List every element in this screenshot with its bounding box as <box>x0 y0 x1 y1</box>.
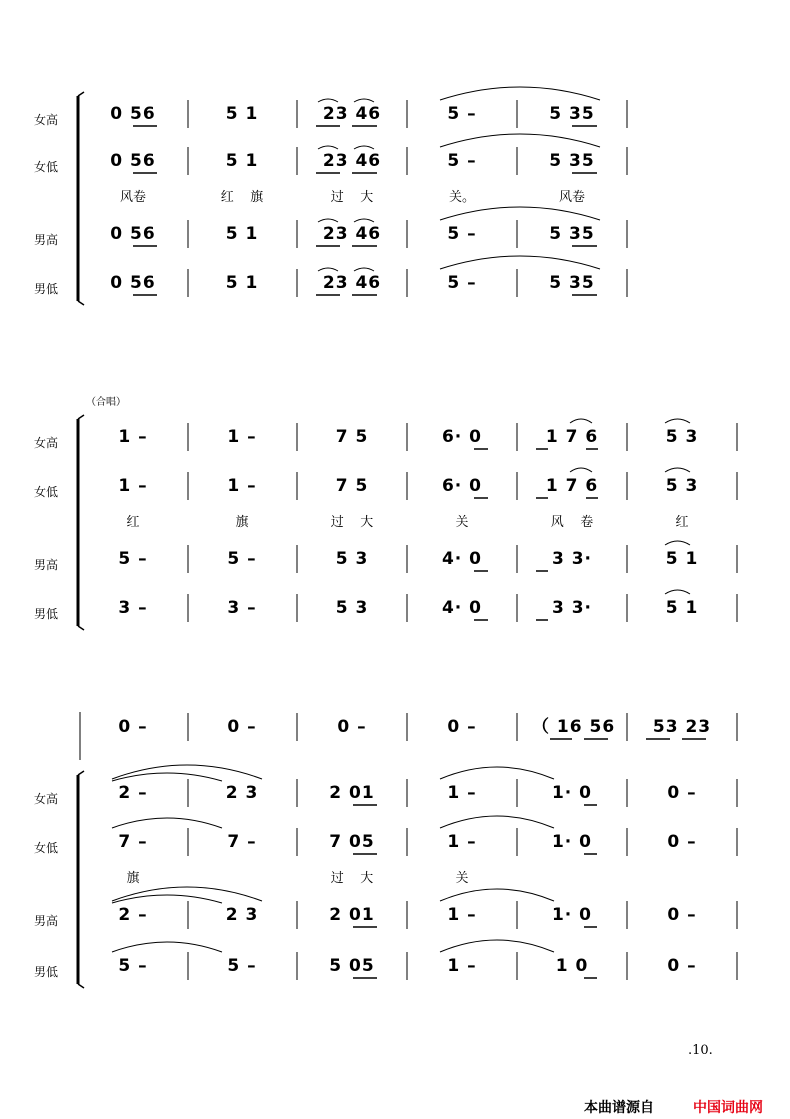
slur-mark <box>570 419 592 423</box>
measure-notes: 5 – <box>447 151 477 171</box>
page-number: .10. <box>688 1043 713 1058</box>
measure-notes: 0 – <box>337 717 367 737</box>
measure-notes: 3 – <box>227 598 257 618</box>
measure-notes: 0 56 <box>110 273 156 293</box>
lyric-syllables: 关。 <box>448 190 475 205</box>
measure-notes: 0 – <box>118 717 148 737</box>
lyric-syllables: 红 <box>675 515 689 530</box>
slur-mark <box>318 268 338 271</box>
measure-notes: 2 01 <box>329 783 375 803</box>
measure-notes: 3 – <box>118 598 148 618</box>
part-label: 男低 <box>34 607 59 621</box>
tie-arc <box>112 773 222 781</box>
slur-mark <box>570 468 592 472</box>
slur-mark <box>354 146 374 149</box>
tie-arc <box>112 942 222 952</box>
measure-notes: 3 3· <box>551 549 593 569</box>
lyric-syllables: 红 旗 <box>220 190 264 205</box>
measure-notes: 1 7 6 <box>545 427 599 447</box>
measure-notes: 5 – <box>118 956 148 976</box>
measure-notes: 2 3 <box>225 905 259 925</box>
measure-notes: 6· 0 <box>441 476 483 496</box>
measure-notes: 5 – <box>447 224 477 244</box>
measure-notes: 7 – <box>227 832 257 852</box>
measure-notes: 1 0 <box>555 956 589 976</box>
measure-notes: 5 – <box>447 104 477 124</box>
measure-notes: 1 – <box>227 427 257 447</box>
slur-mark <box>665 590 690 594</box>
slur-mark <box>318 99 338 102</box>
measure-notes: 2 – <box>118 783 148 803</box>
slur-mark <box>665 468 690 472</box>
measure-notes: 5 3 <box>665 427 699 447</box>
measure-notes: 0 – <box>447 717 477 737</box>
measure-notes: 5 1 <box>665 549 699 569</box>
slur-mark <box>665 541 690 545</box>
part-label: 男低 <box>34 282 59 296</box>
measure-notes: 23 46 <box>322 224 382 244</box>
slur-mark <box>354 99 374 102</box>
part-label: 女低 <box>34 841 59 855</box>
measure-notes: 0 56 <box>110 151 156 171</box>
part-label: 女高 <box>34 436 59 450</box>
lyric-syllables: 过 大 <box>330 190 374 205</box>
tie-arc <box>440 889 554 901</box>
measure-notes: 1 – <box>227 476 257 496</box>
measure-notes: 5 35 <box>549 224 595 244</box>
lyric-syllables: 旗 <box>126 871 140 886</box>
measure-notes: 5 3 <box>335 598 369 618</box>
measure-notes: 0 – <box>667 832 697 852</box>
measure-notes: 2 – <box>118 905 148 925</box>
measure-notes: 3 3· <box>551 598 593 618</box>
measure-notes: 0 – <box>227 717 257 737</box>
lyric-syllables: 风卷 <box>119 190 146 205</box>
lyric-syllables: 风卷 <box>558 190 585 205</box>
part-label: 男高 <box>34 558 59 572</box>
measure-notes: 5 1 <box>225 104 259 124</box>
lyric-syllables: 风 卷 <box>550 515 594 530</box>
measure-notes: 1 – <box>447 905 477 925</box>
slur-mark <box>665 419 690 423</box>
measure-notes: 4· 0 <box>441 549 483 569</box>
tie-arc <box>112 818 222 828</box>
measure-notes: 0 56 <box>110 224 156 244</box>
footer-source-text: 本曲谱源自 <box>584 1100 654 1116</box>
measure-notes: （ 16 56 <box>532 717 616 737</box>
measure-notes: 1· 0 <box>551 783 593 803</box>
measure-notes: 1· 0 <box>551 832 593 852</box>
measure-notes: 0 – <box>667 956 697 976</box>
measure-notes: 5 – <box>227 549 257 569</box>
measure-notes: 5 35 <box>549 273 595 293</box>
part-label: 女低 <box>34 485 59 499</box>
tie-arc <box>440 940 554 952</box>
measure-notes: 0 – <box>667 905 697 925</box>
measure-notes: 1 – <box>118 427 148 447</box>
system-bracket-top <box>78 415 84 419</box>
tie-arc <box>112 765 262 779</box>
part-label: 男高 <box>34 233 59 247</box>
part-label: 男低 <box>34 965 59 979</box>
lyric-syllables: 关 <box>455 515 469 530</box>
measure-notes: 23 46 <box>322 151 382 171</box>
tie-arc <box>440 134 600 147</box>
part-label: 女高 <box>34 113 59 127</box>
tie-arc <box>440 207 600 220</box>
measure-notes: 1 – <box>447 783 477 803</box>
measure-notes: 5 05 <box>329 956 375 976</box>
measure-notes: 5 1 <box>225 224 259 244</box>
tie-arc <box>440 87 600 100</box>
section-annotation: （合唱） <box>86 397 126 408</box>
tie-arc <box>112 895 222 903</box>
measure-notes: 5 – <box>118 549 148 569</box>
system-bracket-bottom <box>78 984 84 988</box>
system-bracket-bottom <box>78 626 84 630</box>
measure-notes: 23 46 <box>322 104 382 124</box>
measure-notes: 1· 0 <box>551 905 593 925</box>
lyric-syllables: 关 <box>455 871 469 886</box>
measure-notes: 2 3 <box>225 783 259 803</box>
measure-notes: 5 1 <box>225 151 259 171</box>
tie-arc <box>440 256 600 269</box>
slur-mark <box>318 146 338 149</box>
measure-notes: 7 05 <box>329 832 375 852</box>
lyric-syllables: 过 大 <box>330 515 374 530</box>
measure-notes: 5 – <box>227 956 257 976</box>
measure-notes: 7 – <box>118 832 148 852</box>
measure-notes: 1 7 6 <box>545 476 599 496</box>
tie-arc <box>440 816 554 828</box>
measure-notes: 6· 0 <box>441 427 483 447</box>
measure-notes: 1 – <box>118 476 148 496</box>
measure-notes: 1 – <box>447 832 477 852</box>
measure-notes: 1 – <box>447 956 477 976</box>
measure-notes: 5 1 <box>225 273 259 293</box>
footer-site-link[interactable]: 中国词曲网 <box>693 1100 763 1116</box>
measure-notes: 7 5 <box>335 476 369 496</box>
measure-notes: 5 3 <box>335 549 369 569</box>
measure-notes: 0 56 <box>110 104 156 124</box>
part-label: 男高 <box>34 914 59 928</box>
measure-notes: 2 01 <box>329 905 375 925</box>
measure-notes: 5 1 <box>665 598 699 618</box>
system-bracket-top <box>78 92 84 96</box>
lyric-syllables: 旗 <box>235 515 249 530</box>
lyric-syllables: 红 <box>126 515 140 530</box>
slur-mark <box>354 219 374 222</box>
measure-notes: 7 5 <box>335 427 369 447</box>
measure-notes: 0 – <box>667 783 697 803</box>
tie-arc <box>440 767 554 779</box>
part-label: 女低 <box>34 160 59 174</box>
measure-notes: 5 35 <box>549 151 595 171</box>
measure-notes: 23 46 <box>322 273 382 293</box>
system-bracket-top <box>78 771 84 775</box>
measure-notes: 5 – <box>447 273 477 293</box>
lyric-syllables: 过 大 <box>330 871 374 886</box>
system-bracket-bottom <box>78 301 84 305</box>
slur-mark <box>318 219 338 222</box>
measure-notes: 5 35 <box>549 104 595 124</box>
slur-mark <box>354 268 374 271</box>
measure-notes: 5 3 <box>665 476 699 496</box>
tie-arc <box>112 887 262 901</box>
measure-notes: 53 23 <box>652 717 712 737</box>
measure-notes: 4· 0 <box>441 598 483 618</box>
part-label: 女高 <box>34 792 59 806</box>
